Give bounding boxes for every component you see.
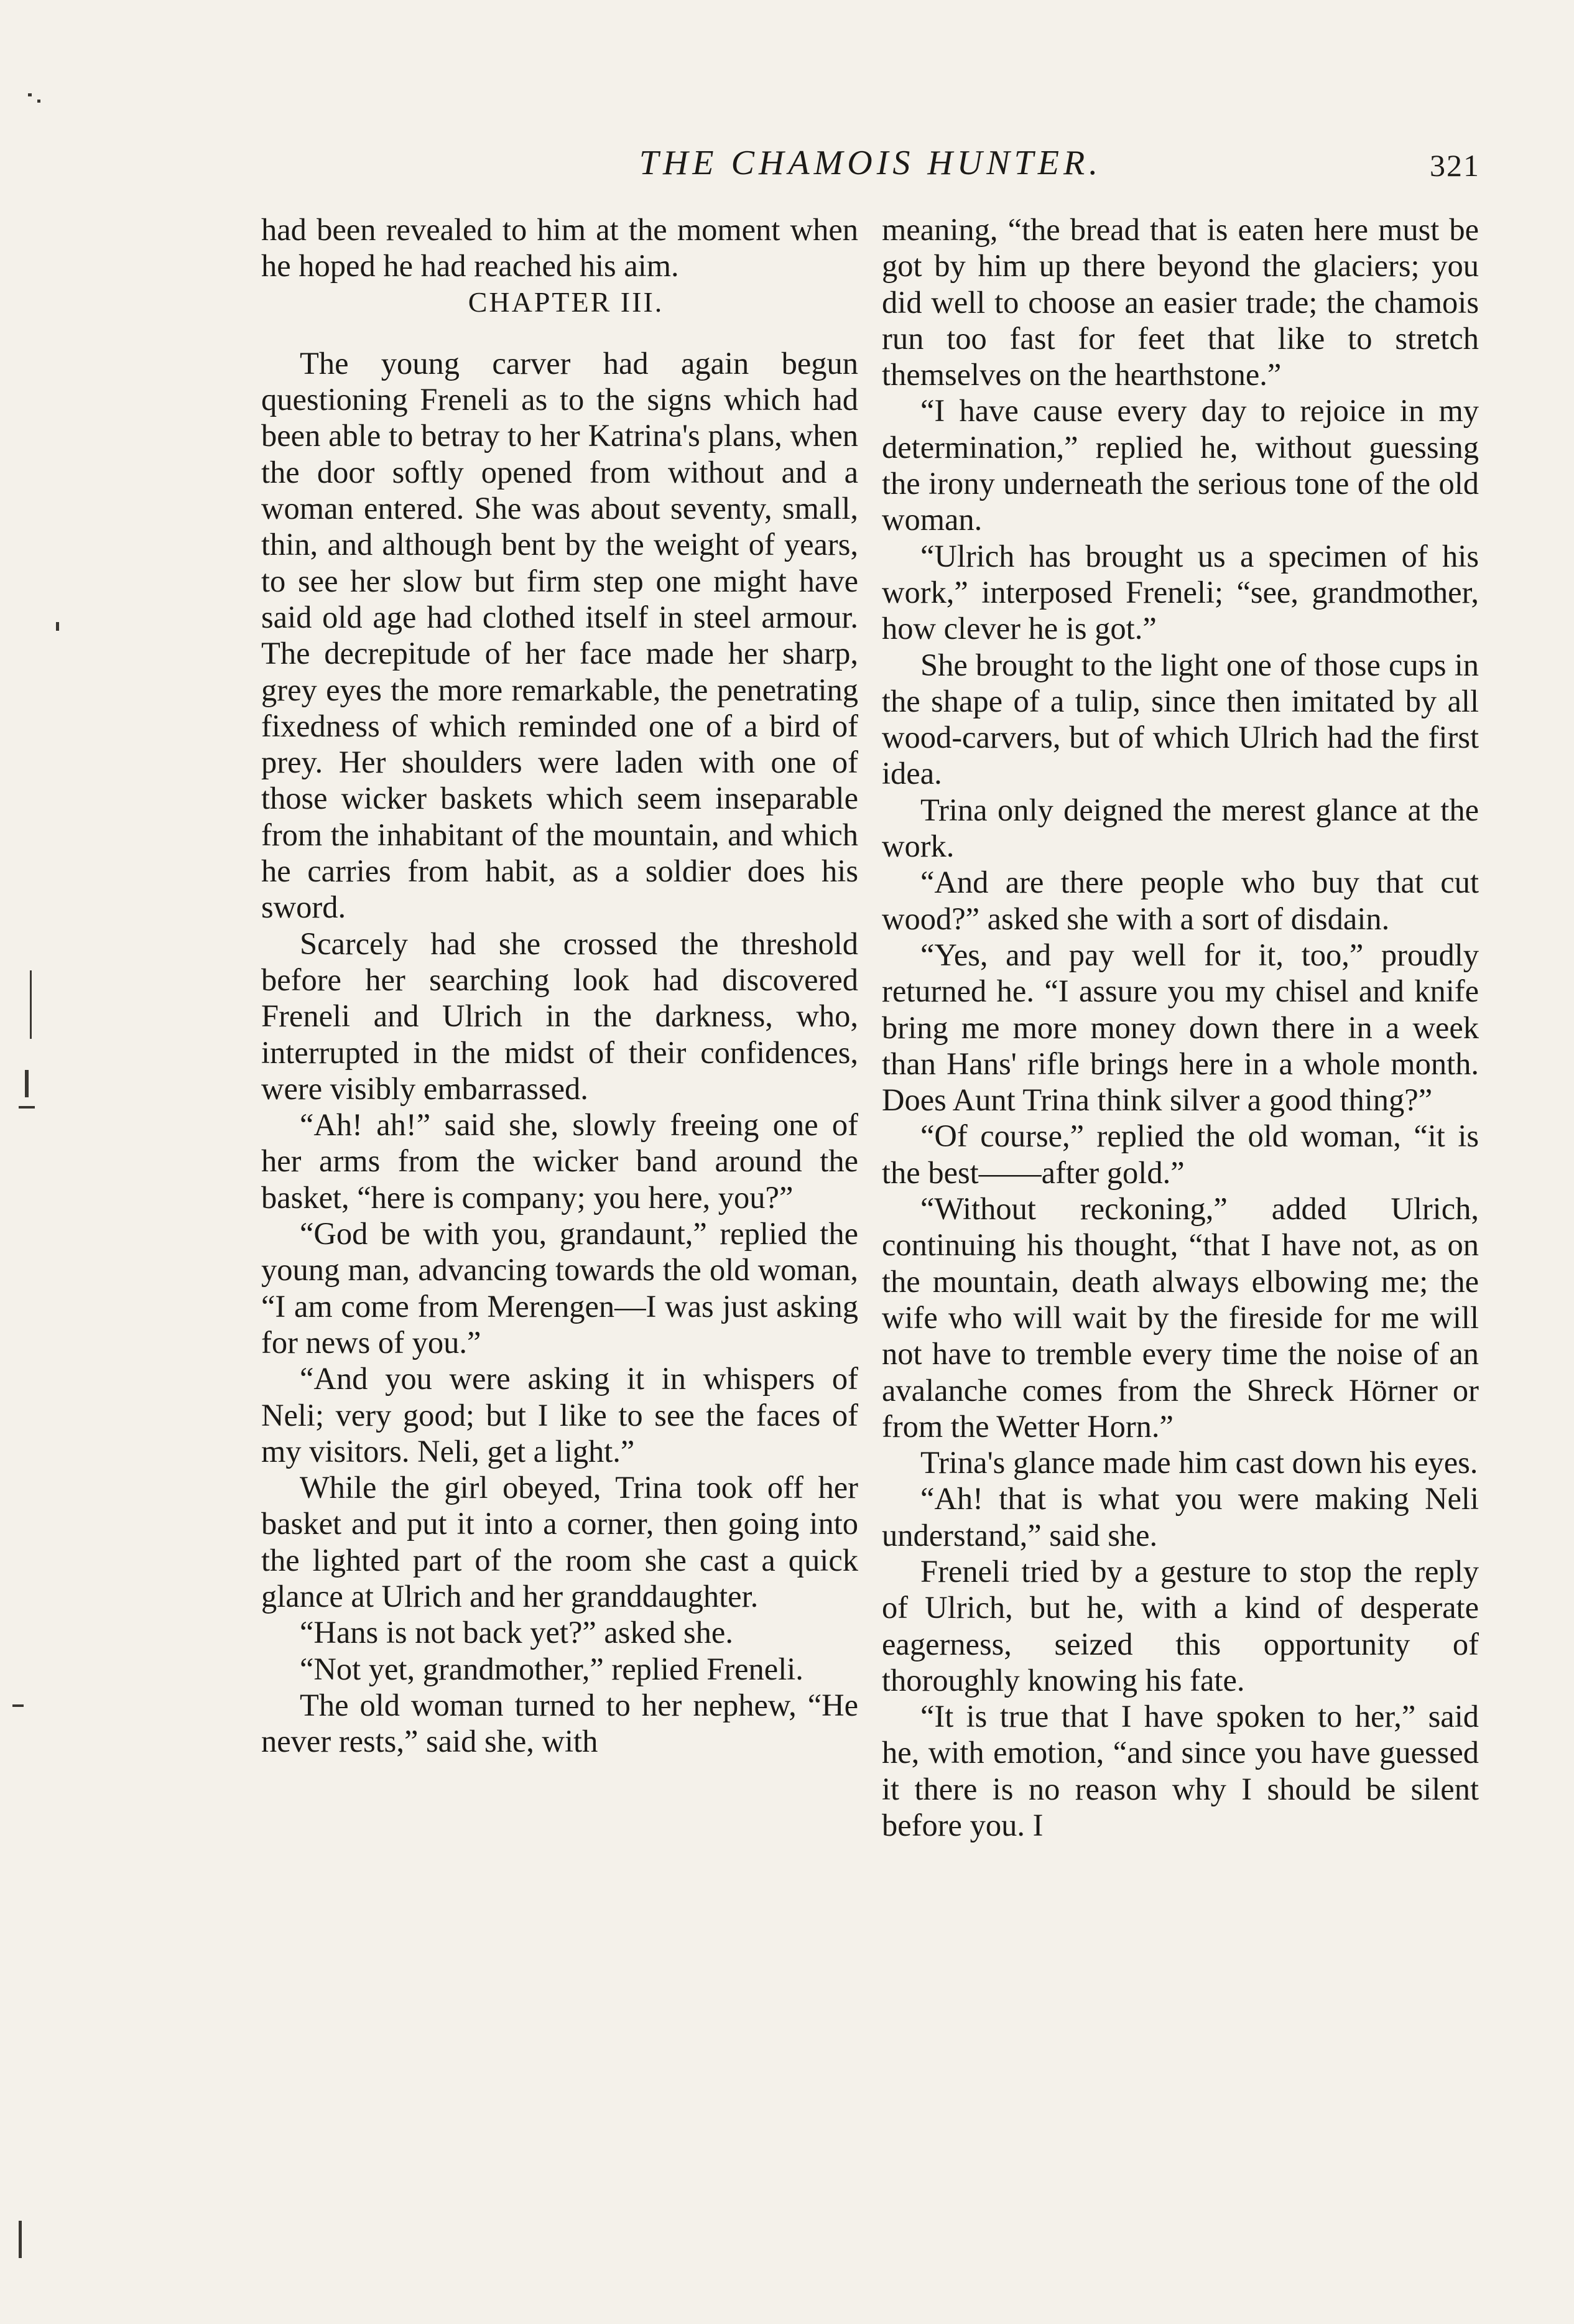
paragraph: She brought to the light one of those cups in the shape of a tulip, since then imitated by all wood-carvers, but of which Ulrich had the first idea. (882, 647, 1479, 791)
paragraph: “Hans is not back yet?” asked she. (300, 1615, 733, 1650)
paragraph: Trina's glance made him cast down his eyes. (920, 1445, 1478, 1480)
margin-speck (19, 1106, 35, 1109)
paragraph: “Of course,” replied the old woman, “it is the best——after gold.” (882, 1118, 1479, 1190)
margin-speck (12, 1704, 24, 1707)
margin-speck (19, 2221, 22, 2258)
chapter-spacer (261, 320, 858, 345)
paragraph: Freneli tried by a gesture to stop the reply of Ulrich, but he, with a kind of desperate eagerness, seized this opportunity of thoroughly knowing his fate. (882, 1553, 1479, 1698)
margin-speck (37, 100, 40, 103)
page-number: 321 (1430, 148, 1480, 183)
running-title: THE CHAMOIS HUNTER. (639, 144, 1103, 182)
continuation-paragraph: had been revealed to him at the moment when he hoped he had reached his aim. (261, 212, 858, 284)
paragraph: “Ah! ah!” said she, slowly freeing one of her arms from the wicker band around the basket, “here is company; you here, you?” (261, 1107, 858, 1215)
paragraph: “Yes, and pay well for it, too,” proudly returned he. “I assure you my chisel and knife bring me more money down there in a week than Hans' rifle brings here in a whole month. Does Aunt Trina think silver a good thing?” (882, 937, 1479, 1118)
continuation-paragraph: meaning, “the bread that is eaten here must be got by him up there beyond the glaciers; you did well to choose an easier trade; the chamois run too fast for feet that like to stretch themselves on the hearthstone.” (882, 212, 1479, 393)
paragraph: “Without reckoning,” added Ulrich, continuing his thought, “that I have not, as on the mountain, death always elbowing me; the wife who will wait by the fireside for me will not have to tremble every time the noise of an avalanche comes from the Shreck Hörner or from the Wetter Horn.” (882, 1191, 1479, 1444)
paragraph: “God be with you, grandaunt,” replied the young man, advancing towards the old woman, “I am come from Merengen—I was just asking for news of you.” (261, 1216, 858, 1360)
chapter-heading: CHAPTER III. (468, 286, 664, 318)
paragraph: While the girl obeyed, Trina took off her basket and put it into a corner, then going into the lighted part of the room she cast a quick glance at Ulrich and her granddaughter. (261, 1470, 858, 1614)
paragraph: “And are there people who buy that cut wood?” asked she with a sort of disdain. (882, 865, 1479, 936)
margin-speck (30, 970, 32, 1039)
paragraph: “Ah! that is what you were making Neli understand,” said she. (882, 1481, 1479, 1553)
margin-speck (25, 1070, 29, 1097)
paragraph: “Ulrich has brought us a specimen of his work,” interposed Freneli; “see, grandmother, how clever he is got.” (882, 538, 1479, 646)
left-column (261, 211, 858, 1759)
paragraph: The old woman turned to her nephew, “He never rests,” said she, with (261, 1687, 858, 1759)
paragraph: “And you were asking it in whispers of Neli; very good; but I like to see the faces of my visitors. Neli, get a light.” (261, 1361, 858, 1469)
paragraph: “Not yet, grandmother,” replied Freneli. (300, 1651, 803, 1686)
paragraph: Trina only deigned the merest glance at the work. (882, 792, 1479, 864)
paragraph: “I have cause every day to rejoice in my determination,” replied he, without guessing the irony underneath the serious tone of the old woman. (882, 393, 1479, 537)
paragraph: The young carver had again begun questioning Freneli as to the signs which had been able to betray to her Katrina's plans, when the door softly opened from without and a woman entered. She was about seventy, small, thin, and although bent by the weight of years, to see her slow but firm step one might have said old age had clothed itself in steel armour. The decrepitude of her face made her sharp, grey eyes the more remarkable, the penetrating fixedness of which reminded one of a bird of prey. Her shoulders were laden with one of those wicker baskets which seem inseparable from the inhabitant of the mountain, and which he carries from habit, as a soldier does his sword. (261, 345, 858, 925)
margin-speck (28, 93, 32, 96)
page-header (261, 138, 1480, 188)
paragraph: “It is true that I have spoken to her,” said he, with emotion, “and since you have guessed it there is no reason why I should be silent before you. I (882, 1699, 1479, 1843)
paragraph: Scarcely had she crossed the threshold before her searching look had discovered Freneli and Ulrich in the darkness, who, interrupted in the midst of their confidences, were visibly embarrassed. (261, 926, 858, 1106)
margin-speck (56, 622, 59, 631)
right-column (882, 211, 1479, 1843)
